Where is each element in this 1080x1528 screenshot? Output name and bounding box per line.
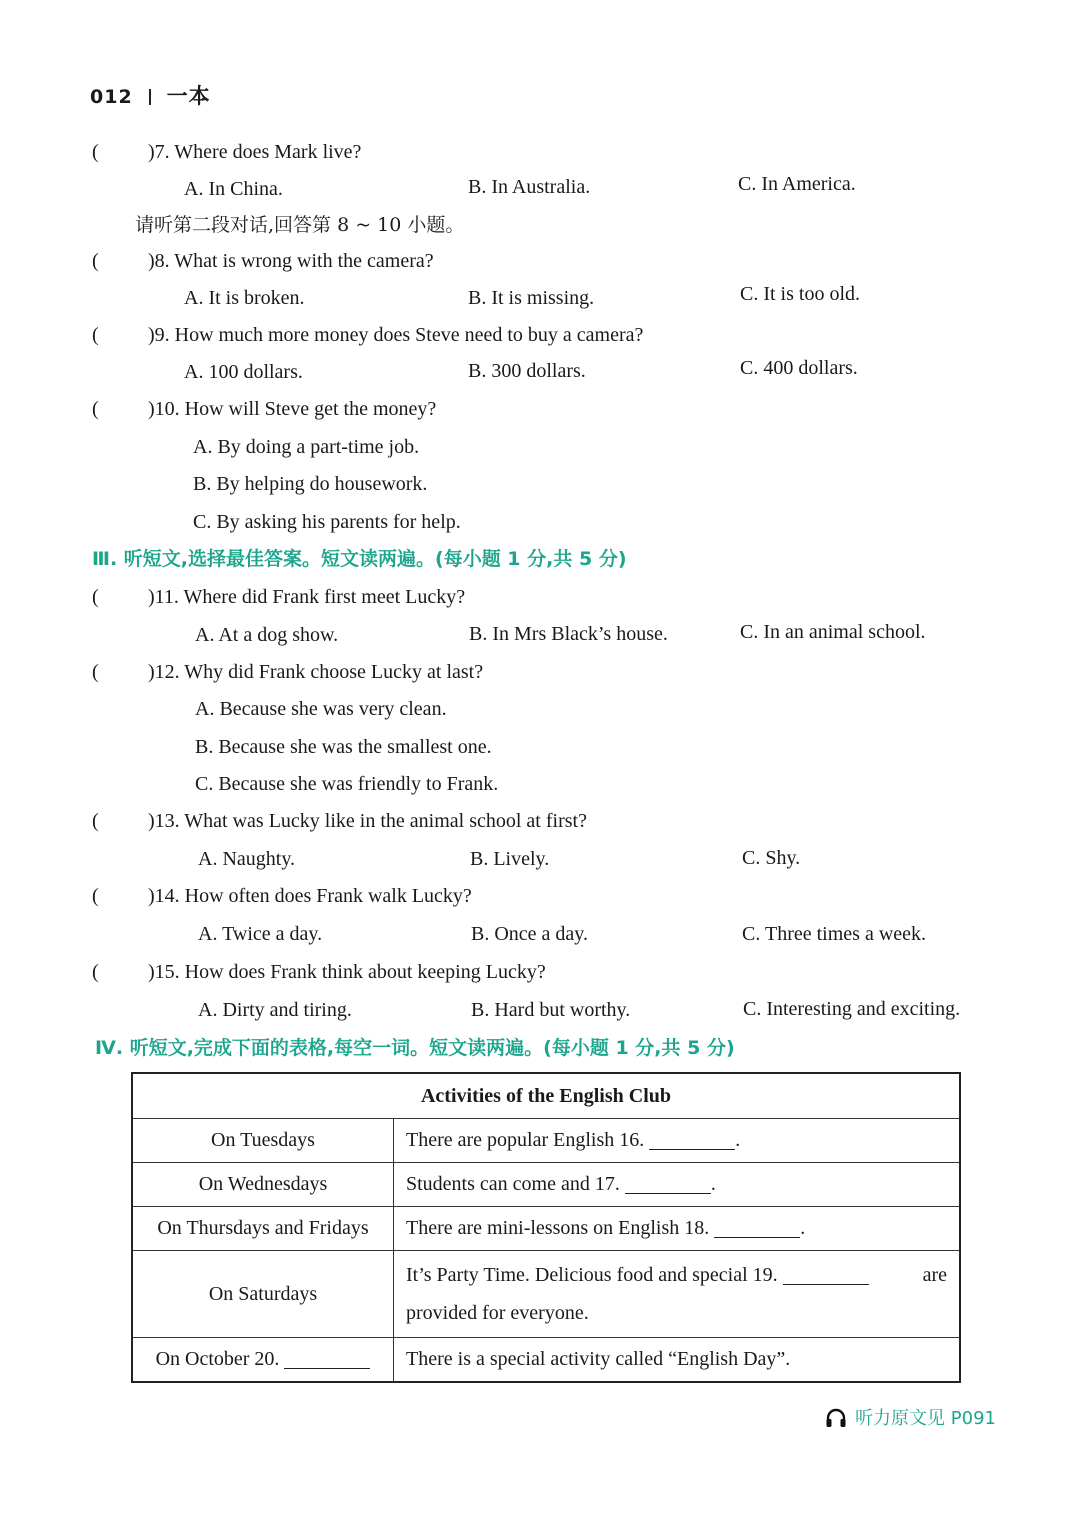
headphones-icon (825, 1408, 847, 1428)
question-text: )12. Why did Frank choose Lucky at last? (148, 661, 484, 683)
option-15a[interactable]: A. Dirty and tiring. (198, 999, 352, 1021)
option-9b[interactable]: B. 300 dollars. (468, 360, 586, 382)
question-9 (92, 322, 643, 348)
option-7c[interactable]: C. In America. (738, 173, 856, 195)
row-day: On Saturdays (132, 1251, 394, 1338)
table-row (132, 1338, 960, 1383)
option-10a[interactable]: A. By doing a part-time job. (193, 436, 420, 458)
option-14b[interactable]: B. Once a day. (471, 923, 588, 945)
question-text: )15. How does Frank think about keeping Lucky? (148, 961, 546, 983)
footer-text: 听力原文见 P091 (855, 1408, 996, 1429)
answer-blank-20[interactable] (284, 1350, 370, 1369)
question-text: )8. What is wrong with the camera? (148, 250, 434, 272)
question-11 (92, 584, 465, 610)
option-13b[interactable]: B. Lively. (470, 848, 550, 870)
option-12c[interactable]: C. Because she was friendly to Frank. (195, 773, 499, 795)
option-7a[interactable]: A. In China. (184, 178, 283, 200)
listening-script-reference (825, 1404, 996, 1430)
question-text: )10. How will Steve get the money? (148, 398, 437, 420)
answer-paren[interactable]: ( (92, 586, 99, 608)
question-text: )11. Where did Frank first meet Lucky? (148, 586, 466, 608)
answer-blank-19[interactable] (783, 1266, 869, 1285)
option-11a[interactable]: A. At a dog show. (195, 624, 339, 646)
question-7 (92, 139, 361, 165)
option-9a[interactable]: A. 100 dollars. (184, 361, 303, 383)
question-13 (92, 808, 587, 834)
option-14c[interactable]: C. Three times a week. (742, 923, 927, 945)
option-15b[interactable]: B. Hard but worthy. (471, 999, 631, 1021)
question-10 (92, 396, 436, 422)
table-row (132, 1163, 960, 1207)
question-text: )9. How much more money does Steve need to buy a camera? (148, 324, 644, 346)
question-text: )13. What was Lucky like in the animal school at first? (148, 810, 587, 832)
question-text: )7. Where does Mark live? (148, 141, 362, 163)
table-title: Activities of the English Club (132, 1073, 960, 1119)
answer-paren[interactable]: ( (92, 324, 99, 346)
header-divider (149, 89, 151, 105)
answer-paren[interactable]: ( (92, 661, 99, 683)
row-day: On Tuesdays (132, 1119, 394, 1163)
option-12b[interactable]: B. Because she was the smallest one. (195, 736, 492, 758)
option-8c[interactable]: C. It is too old. (740, 283, 861, 305)
table-row (132, 1119, 960, 1163)
question-text: )14. How often does Frank walk Lucky? (148, 885, 472, 907)
section-4-title: Ⅳ. 听短文,完成下面的表格,每空一词。短文读两遍。(每小题 1 分,共 5 分) (95, 1037, 735, 1059)
table-row (132, 1251, 960, 1338)
instruction-note: 请听第二段对话,回答第 8 ~ 10 小题。 (135, 214, 465, 236)
answer-blank-18[interactable] (714, 1219, 800, 1238)
row-activity: There are mini-lessons on English 18. . (394, 1207, 961, 1251)
question-14 (92, 883, 472, 909)
section-3-title: Ⅲ. 听短文,选择最佳答案。短文读两遍。(每小题 1 分,共 5 分) (92, 548, 627, 570)
table-row (132, 1207, 960, 1251)
answer-paren[interactable]: ( (92, 398, 99, 420)
brand-logo-text: 一本 (166, 84, 211, 108)
page-header (90, 80, 211, 110)
option-8a[interactable]: A. It is broken. (184, 287, 305, 309)
row-day: On October 20. (132, 1338, 394, 1383)
option-9c[interactable]: C. 400 dollars. (740, 357, 858, 379)
row-activity: There is a special activity called “English Day”. (394, 1338, 961, 1383)
answer-paren[interactable]: ( (92, 141, 99, 163)
row-day: On Thursdays and Fridays (132, 1207, 394, 1251)
answer-paren[interactable]: ( (92, 810, 99, 832)
row-activity: It’s Party Time. Delicious food and special 19. are provided for everyone. (394, 1251, 961, 1338)
question-15 (92, 959, 546, 985)
option-11c[interactable]: C. In an animal school. (740, 621, 926, 643)
option-13c[interactable]: C. Shy. (742, 847, 801, 869)
answer-paren[interactable]: ( (92, 250, 99, 272)
option-10b[interactable]: B. By helping do housework. (193, 473, 428, 495)
option-15c[interactable]: C. Interesting and exciting. (743, 998, 961, 1020)
option-10c[interactable]: C. By asking his parents for help. (193, 511, 461, 533)
answer-blank-17[interactable] (625, 1175, 711, 1194)
option-11b[interactable]: B. In Mrs Black’s house. (469, 623, 668, 645)
option-8b[interactable]: B. It is missing. (468, 287, 595, 309)
option-7b[interactable]: B. In Australia. (468, 176, 591, 198)
question-8 (92, 248, 434, 274)
option-13a[interactable]: A. Naughty. (198, 848, 296, 870)
page-number: 012 (90, 86, 133, 108)
option-12a[interactable]: A. Because she was very clean. (195, 698, 447, 720)
question-12 (92, 659, 483, 685)
english-club-table (131, 1072, 961, 1383)
answer-blank-16[interactable] (649, 1131, 735, 1150)
row-day: On Wednesdays (132, 1163, 394, 1207)
row-activity: Students can come and 17. . (394, 1163, 961, 1207)
option-14a[interactable]: A. Twice a day. (198, 923, 323, 945)
row-activity: There are popular English 16. . (394, 1119, 961, 1163)
answer-paren[interactable]: ( (92, 885, 99, 907)
answer-paren[interactable]: ( (92, 961, 99, 983)
